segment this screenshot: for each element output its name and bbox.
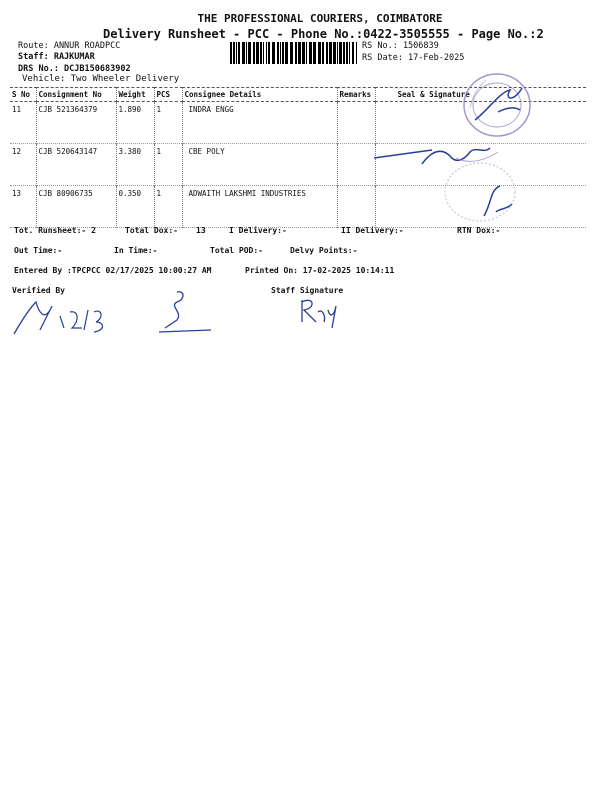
- entered-by: Entered By :TPCPCC 02/17/2025 10:00:27 AM: [14, 266, 212, 275]
- cell-consignee: INDRA ENGG: [182, 102, 337, 144]
- column-header: PCS: [154, 88, 182, 102]
- signature-row-13: [478, 182, 518, 222]
- route-label: Route: ANNUR ROADPCC: [18, 41, 121, 51]
- verified-signature: [10, 290, 110, 340]
- rs-number: RS No.: 1506839: [362, 41, 439, 51]
- signature-row-11: [470, 82, 530, 127]
- i-delivery: I Delivery:-: [229, 226, 287, 235]
- cell-consignment: CJB 80906735: [36, 186, 116, 228]
- staff-label: Staff: RAJKUMAR: [18, 52, 95, 62]
- cell-consignment: CJB 521364379: [36, 102, 116, 144]
- signature-row-12: [372, 138, 512, 173]
- cell-weight: 1.890: [116, 102, 154, 144]
- column-header: Weight: [116, 88, 154, 102]
- cell-remarks: [337, 144, 375, 186]
- runsheet-title: Delivery Runsheet - PCC - Phone No.:0422-3505555 - Page No.:2: [103, 27, 544, 41]
- column-header: Consignee Details: [182, 88, 337, 102]
- cell-pcs: 1: [154, 144, 182, 186]
- staff-signature: [296, 292, 341, 332]
- total-dox-label: Total Dox:-: [125, 226, 178, 235]
- in-time: In Time:-: [114, 246, 158, 255]
- column-header: Seal & Signature: [397, 90, 470, 99]
- cell-sno: 11: [10, 102, 36, 144]
- cell-pcs: 1: [154, 102, 182, 144]
- cell-remarks: [337, 102, 375, 144]
- barcode: [230, 42, 358, 64]
- cell-consignee: ADWAITH LAKSHMI INDUSTRIES: [182, 186, 337, 228]
- column-header: Consignment No: [36, 88, 116, 102]
- cell-weight: 0.350: [116, 186, 154, 228]
- column-header: Remarks: [337, 88, 375, 102]
- staff-signature-label: Staff Signature: [271, 286, 344, 295]
- rs-date: RS Date: 17-Feb-2025: [362, 53, 465, 63]
- rtn-dox: RTN Dox:-: [457, 226, 501, 235]
- drs-number: DRS No.: DCJB150683902: [18, 64, 131, 74]
- column-header: S No: [10, 88, 36, 102]
- printed-on: Printed On: 17-02-2025 10:14:11: [245, 266, 395, 275]
- cell-remarks: [337, 186, 375, 228]
- cell-weight: 3.380: [116, 144, 154, 186]
- verified-by-label: Verified By: [12, 286, 65, 295]
- cell-sno: 12: [10, 144, 36, 186]
- vehicle-label: Vehicle: Two Wheeler Delivery: [22, 74, 180, 84]
- ii-delivery: II Delivery:-: [341, 226, 404, 235]
- total-pod: Total POD:-: [210, 246, 263, 255]
- company-title: THE PROFESSIONAL COURIERS, COIMBATORE: [197, 12, 443, 25]
- verified-signature-2: [155, 286, 215, 336]
- cell-consignment: CJB 520643147: [36, 144, 116, 186]
- tot-runsheet: Tot. Runsheet:- 2: [14, 226, 96, 235]
- cell-consignee: CBE POLY: [182, 144, 337, 186]
- cell-pcs: 1: [154, 186, 182, 228]
- cell-sno: 13: [10, 186, 36, 228]
- total-dox-value: 13: [196, 226, 206, 235]
- delvy-points: Delvy Points:-: [290, 246, 358, 255]
- out-time: Out Time:-: [14, 246, 63, 255]
